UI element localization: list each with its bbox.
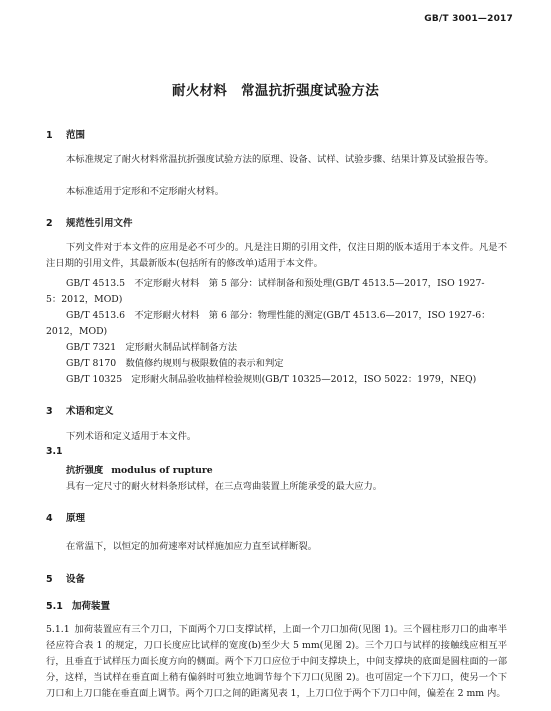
term-number: 3.1 <box>46 446 63 457</box>
reference-item: GB/T 4513.5 不定形耐火材料 第 5 部分：试样制备和预处理(GB/T 4513.5—2017，ISO 1927- <box>66 278 485 289</box>
scope-applicability: 本标准适用于定形和不定形耐火材料。 <box>66 186 225 197</box>
section-title: 范围 <box>66 130 86 141</box>
section-3-heading <box>46 403 114 417</box>
clause-text: 加荷装置应有三个刀口，下面两个刀口支撑试样，上面一个刀口加荷(见图 1)。三个圆柱形刀口的曲率半径应符合表 1 的规定，刀口长度应比试样的宽度(b)至少大 5 mm(见图 2)。三个刀口与试样的接触线应相互平行，且垂直于试样压力面长度方向的侧面。两个下刀口应位于中间支撑块上，中间支撑块的底面是圆柱面的一部分，这样，当试样在垂直面上稍有偏斜时可独立地调节每个下刀口(见图 2)。也可固定一个下刀口，使另一个下刀口和上刀口能在垂直面上调节。两个刀口之间的距离见表 1，上刀口位于两个下刀口中间，偏差在 2 mm 内。 <box>46 624 508 699</box>
reference-item: GB/T 4513.6 不定形耐火材料 第 6 部分：物理性能的测定(GB/T 4513.6—2017，ISO 1927-6： <box>66 310 491 321</box>
clause-number: 5.1.1 <box>46 624 70 635</box>
section-title: 设备 <box>66 574 86 585</box>
section-number: 3 <box>46 406 53 417</box>
scope-paragraph: 本标准规定了耐火材料常温抗折强度试验方法的原理、设备、试样、试验步骤、结果计算及试验报告等。 <box>66 154 494 165</box>
section-number: 4 <box>46 513 53 524</box>
reference-item-continued: 5：2012，MOD) <box>46 294 123 305</box>
section-number: 5 <box>46 574 53 585</box>
section-1-heading <box>46 127 85 141</box>
section-number: 1 <box>46 130 53 141</box>
term-chinese: 抗折强度 <box>66 465 104 476</box>
subsection-number: 5.1 <box>46 601 63 612</box>
clause-5-1-1 <box>46 622 507 702</box>
reference-item: GB/T 8170 数值修约规则与极限数值的表示和判定 <box>66 358 284 369</box>
section-title: 原理 <box>66 513 86 524</box>
term-definition: 具有一定尺寸的耐火材料条形试样，在三点弯曲装置上所能承受的最大应力。 <box>66 481 383 492</box>
section-number: 2 <box>46 218 53 229</box>
terms-intro: 下列术语和定义适用于本文件。 <box>66 431 197 442</box>
principle-paragraph: 在常温下，以恒定的加荷速率对试样施加应力直至试样断裂。 <box>66 541 318 552</box>
term-english: modulus of rupture <box>111 465 213 476</box>
term-entry <box>66 462 213 476</box>
section-title: 术语和定义 <box>66 406 114 417</box>
document-title: 耐火材料 常温抗折强度试验方法 <box>172 83 379 99</box>
references-intro: 下列文件对于本文件的应用是必不可少的。凡是注日期的引用文件，仅注日期的版本适用于本文件。凡是不注日期的引用文件，其最新版本(包括所有的修改单)适用于本文件。 <box>46 242 507 269</box>
standard-code: GB/T 3001—2017 <box>424 14 513 24</box>
subsection-title: 加荷装置 <box>72 601 111 612</box>
section-5-heading <box>46 571 85 585</box>
reference-item-continued: 2012，MOD) <box>46 326 108 337</box>
section-4-heading <box>46 510 85 524</box>
subsection-5-1-heading <box>46 598 110 612</box>
section-2-heading <box>46 215 133 229</box>
reference-item: GB/T 7321 定形耐火制品试样制备方法 <box>66 342 238 353</box>
section-title: 规范性引用文件 <box>66 218 133 229</box>
reference-item: GB/T 10325 定形耐火制品验收抽样检验规则(GB/T 10325—2012，ISO 5022：1979，NEQ) <box>66 374 477 385</box>
